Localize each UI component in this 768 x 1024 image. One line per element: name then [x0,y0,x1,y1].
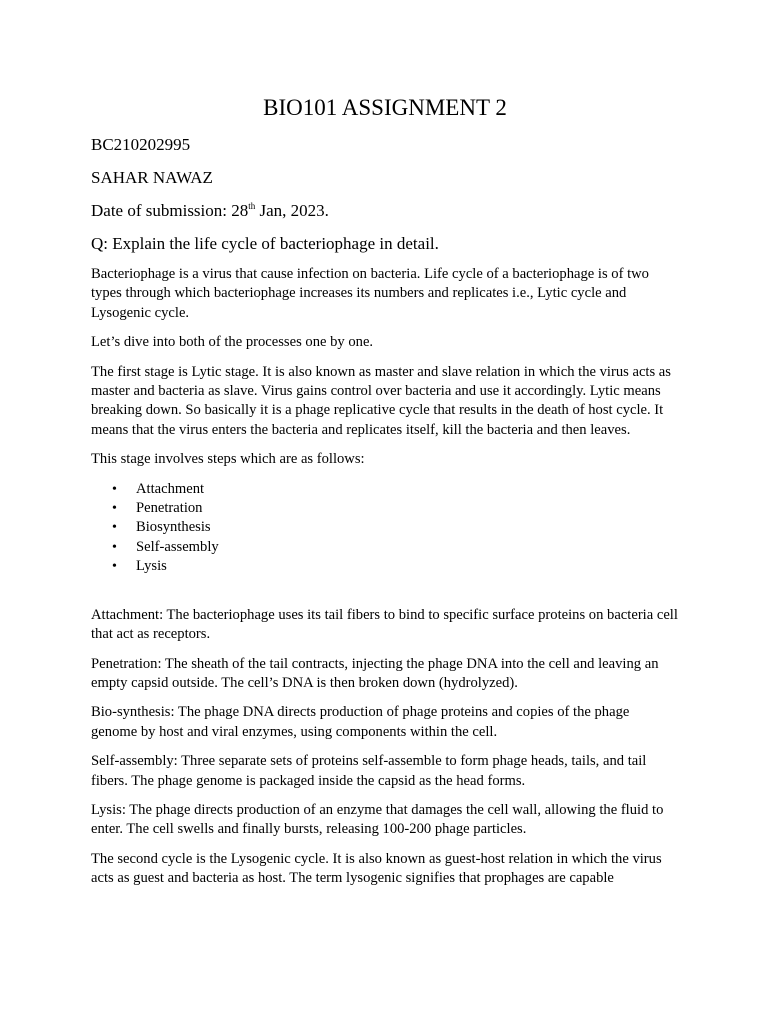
bullet-icon: • [112,481,117,497]
list-item-label: Biosynthesis [136,519,211,536]
steps-intro-paragraph: This stage involves steps which are as follows: [91,451,365,468]
list-item [91,518,679,537]
list-item-label: Attachment [136,480,205,497]
student-id: BC210202995 [91,135,191,154]
transition-paragraph: Let’s dive into both of the processes one by one. [91,334,374,351]
list-item [91,480,679,499]
list-item-label: Penetration [136,500,203,517]
submission-date-rest: Jan, 2023. [255,201,329,220]
list-item-label: Self-assembly [136,538,219,555]
list-item-label: Lysis [136,558,167,575]
steps-list [91,480,679,577]
intro-paragraph: Bacteriophage is a virus that cause infection on bacteria. Life cycle of a bacteriophage is of two types through which bacteriophage increases its numbers and replicates i.e., Lytic cycle and Lysogenic cycle. [91,266,649,321]
lysogenic-paragraph: The second cycle is the Lysogenic cycle. It is also known as guest-host relation in which the virus acts as guest and bacteria as host. The term lysogenic signifies that prophages are capable [91,850,662,887]
list-item [91,557,679,576]
document-body [91,94,679,899]
biosynthesis-paragraph: Bio-synthesis: The phage DNA directs production of phage proteins and copies of the phage genome by host and viral enzymes, using components within the cell. [91,704,630,740]
bullet-icon: • [112,520,117,536]
bullet-icon: • [112,539,117,555]
bullet-icon: • [112,501,117,517]
blank-line [91,577,679,606]
document-title: BIO101 ASSIGNMENT 2 [263,95,507,120]
penetration-paragraph: Penetration: The sheath of the tail contracts, injecting the phage DNA into the cell and leaving an empty capsid outside. The cell’s DNA is then broken down (hydrolyzed). [91,655,659,691]
submission-date-prefix: Date of submission: 28 [91,201,249,220]
bullet-icon: • [112,559,117,575]
lysis-paragraph: Lysis: The phage directs production of an enzyme that damages the cell wall, allowing the fluid to enter. The cell swells and finally bursts, releasing 100-200 phage particles. [91,801,664,838]
question-heading: Q: Explain the life cycle of bacteriophage in detail. [91,234,439,253]
student-name: SAHAR NAWAZ [91,168,213,187]
attachment-paragraph: Attachment: The bacteriophage uses its tail fibers to bind to specific surface proteins on bacteria cell that act as receptors. [91,606,678,643]
list-item [91,538,679,557]
self-assembly-paragraph: Self-assembly: Three separate sets of proteins self-assemble to form phage heads, tails, and tail fibers. The phage genome is packaged inside the capsid as the head forms. [91,753,647,789]
submission-date [91,200,679,222]
lytic-paragraph: The first stage is Lytic stage. It is also known as master and slave relation in which the virus acts as master and bacteria as slave. Virus gains control over bacteria and use it accordingly. Lytic means breaking down. So basically it is a phage replicative cycle that results in the death of host cycle. It means that the virus enters the bacteria and replicates itself, kill the bacteria and then leaves. [91,363,671,438]
date-ordinal-suffix: th [248,201,256,211]
list-item [91,499,679,518]
